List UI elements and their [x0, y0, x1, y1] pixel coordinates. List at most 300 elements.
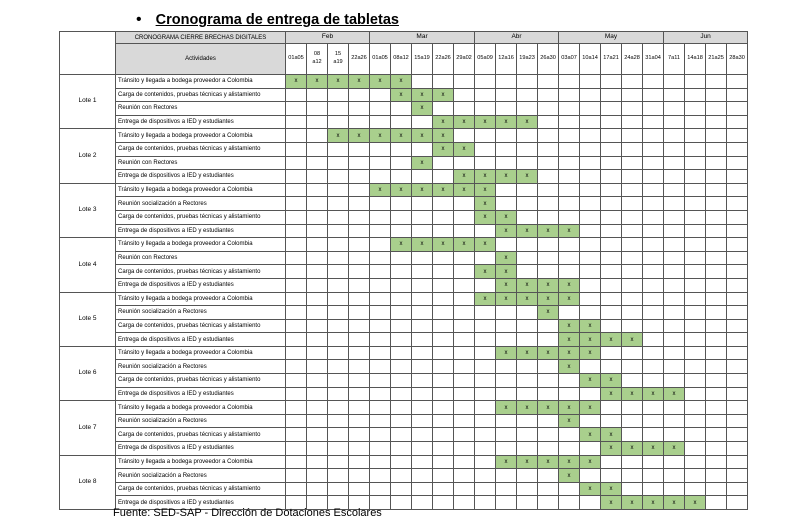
schedule-cell — [391, 374, 412, 388]
schedule-mark: x — [433, 129, 454, 143]
week-label: 01a05 — [372, 55, 388, 62]
schedule-mark: x — [496, 210, 517, 224]
schedule-cell — [517, 102, 538, 116]
table-row — [60, 197, 748, 211]
schedule-cell — [391, 428, 412, 442]
schedule-cell — [349, 360, 370, 374]
schedule-cell — [286, 210, 307, 224]
week-label: 31a04 — [645, 55, 661, 62]
schedule-cell — [475, 346, 496, 360]
table-row — [60, 115, 748, 129]
schedule-mark: x — [580, 374, 601, 388]
month-header: Feb — [286, 32, 370, 44]
schedule-cell — [559, 170, 580, 184]
schedule-cell — [496, 102, 517, 116]
schedule-cell — [727, 197, 748, 211]
schedule-cell — [454, 319, 475, 333]
schedule-cell — [433, 319, 454, 333]
week-label: 10a14 — [582, 55, 598, 62]
schedule-mark: x — [538, 306, 559, 320]
schedule-mark: x — [454, 142, 475, 156]
schedule-cell — [349, 319, 370, 333]
schedule-cell — [685, 170, 706, 184]
schedule-mark: x — [496, 170, 517, 184]
schedule-mark: x — [517, 455, 538, 469]
schedule-table — [59, 31, 748, 510]
schedule-cell — [328, 428, 349, 442]
schedule-cell — [601, 238, 622, 252]
schedule-mark: x — [328, 75, 349, 89]
schedule-mark: x — [475, 265, 496, 279]
schedule-cell — [685, 183, 706, 197]
schedule-cell — [622, 482, 643, 496]
schedule-cell — [307, 115, 328, 129]
schedule-cell — [286, 482, 307, 496]
schedule-cell — [559, 387, 580, 401]
schedule-cell — [307, 401, 328, 415]
schedule-cell — [538, 183, 559, 197]
table-row — [60, 210, 748, 224]
schedule-cell — [475, 414, 496, 428]
schedule-cell — [391, 278, 412, 292]
schedule-cell — [706, 469, 727, 483]
week-header — [517, 44, 538, 75]
table-row — [60, 170, 748, 184]
schedule-cell — [433, 197, 454, 211]
schedule-cell — [412, 170, 433, 184]
schedule-cell — [538, 251, 559, 265]
schedule-cell — [454, 210, 475, 224]
schedule-cell — [601, 75, 622, 89]
table-row — [60, 482, 748, 496]
week-header — [286, 44, 307, 75]
schedule-mark: x — [538, 455, 559, 469]
schedule-cell — [622, 278, 643, 292]
schedule-cell — [664, 75, 685, 89]
activity-label: Entrega de dispositivos a IED y estudiantes — [116, 333, 286, 347]
schedule-cell — [349, 183, 370, 197]
schedule-mark: x — [517, 292, 538, 306]
schedule-cell — [328, 142, 349, 156]
table-row — [60, 102, 748, 116]
schedule-cell — [727, 238, 748, 252]
schedule-mark: x — [496, 251, 517, 265]
schedule-cell — [580, 442, 601, 456]
schedule-cell — [412, 482, 433, 496]
month-header: Mar — [370, 32, 475, 44]
table-row — [60, 414, 748, 428]
schedule-cell — [517, 306, 538, 320]
schedule-cell — [706, 428, 727, 442]
schedule-cell — [706, 251, 727, 265]
week-label: 19a23 — [519, 55, 535, 62]
schedule-cell — [643, 197, 664, 211]
lote-label: Lote 7 — [60, 401, 116, 455]
schedule-cell — [391, 210, 412, 224]
schedule-cell — [601, 401, 622, 415]
schedule-cell — [349, 414, 370, 428]
schedule-cell — [286, 428, 307, 442]
schedule-cell — [622, 360, 643, 374]
schedule-cell — [349, 265, 370, 279]
schedule-cell — [286, 442, 307, 456]
schedule-cell — [370, 346, 391, 360]
schedule-cell — [328, 265, 349, 279]
schedule-cell — [517, 469, 538, 483]
schedule-cell — [370, 170, 391, 184]
schedule-cell — [538, 197, 559, 211]
week-label: 26a30 — [540, 55, 556, 62]
schedule-cell — [538, 102, 559, 116]
schedule-cell — [307, 156, 328, 170]
schedule-mark: x — [433, 88, 454, 102]
week-header — [559, 44, 580, 75]
schedule-cell — [370, 278, 391, 292]
schedule-cell — [664, 278, 685, 292]
schedule-cell — [685, 442, 706, 456]
schedule-cell — [538, 496, 559, 510]
schedule-cell — [370, 360, 391, 374]
week-label: 14a18 — [687, 55, 703, 62]
schedule-cell — [727, 496, 748, 510]
schedule-cell — [643, 428, 664, 442]
schedule-mark: x — [433, 115, 454, 129]
schedule-cell — [706, 442, 727, 456]
schedule-cell — [454, 265, 475, 279]
schedule-cell — [622, 428, 643, 442]
schedule-cell — [307, 265, 328, 279]
schedule-cell — [727, 142, 748, 156]
schedule-cell — [412, 496, 433, 510]
week-header — [370, 44, 391, 75]
schedule-cell — [538, 265, 559, 279]
schedule-cell — [559, 75, 580, 89]
schedule-cell — [454, 346, 475, 360]
schedule-cell — [685, 360, 706, 374]
week-header — [727, 44, 748, 75]
schedule-cell — [412, 346, 433, 360]
schedule-mark: x — [454, 238, 475, 252]
week-label: 21a25 — [708, 55, 724, 62]
schedule-cell — [685, 75, 706, 89]
schedule-cell — [664, 306, 685, 320]
schedule-cell — [622, 238, 643, 252]
schedule-cell — [643, 156, 664, 170]
schedule-cell — [349, 401, 370, 415]
schedule-cell — [370, 251, 391, 265]
schedule-cell — [601, 455, 622, 469]
schedule-cell — [454, 197, 475, 211]
schedule-cell — [622, 129, 643, 143]
schedule-cell — [643, 319, 664, 333]
schedule-cell — [349, 170, 370, 184]
schedule-cell — [622, 183, 643, 197]
schedule-cell — [349, 251, 370, 265]
schedule-cell — [622, 306, 643, 320]
activity-label: Tránsito y llegada a bodega proveedor a Colombia — [116, 238, 286, 252]
schedule-cell — [601, 210, 622, 224]
activity-label: Reunión socialización a Rectores — [116, 306, 286, 320]
schedule-cell — [286, 360, 307, 374]
schedule-cell — [328, 482, 349, 496]
week-header — [706, 44, 727, 75]
schedule-cell — [454, 482, 475, 496]
schedule-cell — [328, 292, 349, 306]
schedule-cell — [727, 346, 748, 360]
schedule-mark: x — [559, 278, 580, 292]
schedule-mark: x — [286, 75, 307, 89]
week-header — [412, 44, 433, 75]
schedule-cell — [328, 387, 349, 401]
schedule-cell — [685, 197, 706, 211]
schedule-cell — [643, 374, 664, 388]
table-row — [60, 387, 748, 401]
schedule-cell — [496, 442, 517, 456]
schedule-cell — [685, 469, 706, 483]
schedule-mark: x — [580, 482, 601, 496]
schedule-cell — [601, 115, 622, 129]
schedule-mark: x — [517, 278, 538, 292]
schedule-cell — [580, 75, 601, 89]
schedule-cell — [517, 333, 538, 347]
schedule-mark: x — [580, 401, 601, 415]
schedule-cell — [475, 374, 496, 388]
schedule-mark: x — [496, 115, 517, 129]
schedule-cell — [412, 319, 433, 333]
schedule-cell — [454, 333, 475, 347]
schedule-cell — [601, 142, 622, 156]
week-label: 01a05 — [288, 55, 304, 62]
schedule-cell — [517, 129, 538, 143]
schedule-cell — [559, 156, 580, 170]
schedule-cell — [706, 414, 727, 428]
schedule-cell — [601, 183, 622, 197]
schedule-cell — [328, 183, 349, 197]
schedule-cell — [580, 238, 601, 252]
schedule-cell — [517, 482, 538, 496]
schedule-cell — [307, 374, 328, 388]
schedule-cell — [370, 197, 391, 211]
schedule-cell — [517, 319, 538, 333]
schedule-mark: x — [664, 387, 685, 401]
schedule-cell — [370, 482, 391, 496]
schedule-cell — [643, 455, 664, 469]
activity-label: Tránsito y llegada a bodega proveedor a Colombia — [116, 75, 286, 89]
schedule-cell — [286, 374, 307, 388]
table-row — [60, 469, 748, 483]
schedule-cell — [307, 183, 328, 197]
table-row — [60, 265, 748, 279]
schedule-cell — [664, 115, 685, 129]
schedule-cell — [580, 292, 601, 306]
schedule-cell — [412, 387, 433, 401]
week-header — [685, 44, 706, 75]
schedule-cell — [685, 156, 706, 170]
activity-label: Carga de contenidos, pruebas técnicas y alistamiento — [116, 142, 286, 156]
schedule-cell — [475, 333, 496, 347]
schedule-cell — [496, 197, 517, 211]
schedule-cell — [727, 333, 748, 347]
schedule-cell — [433, 442, 454, 456]
schedule-cell — [433, 387, 454, 401]
schedule-cell — [391, 306, 412, 320]
schedule-cell — [706, 360, 727, 374]
schedule-mark: x — [559, 401, 580, 415]
schedule-cell — [538, 238, 559, 252]
schedule-cell — [391, 469, 412, 483]
schedule-cell — [622, 414, 643, 428]
schedule-cell — [517, 156, 538, 170]
activity-label: Tránsito y llegada a bodega proveedor a Colombia — [116, 401, 286, 415]
schedule-cell — [706, 387, 727, 401]
schedule-cell — [664, 238, 685, 252]
schedule-cell — [349, 224, 370, 238]
schedule-cell — [685, 278, 706, 292]
week-label: 17a21 — [603, 55, 619, 62]
week-header — [601, 44, 622, 75]
schedule-cell — [391, 292, 412, 306]
schedule-cell — [286, 278, 307, 292]
schedule-cell — [622, 251, 643, 265]
schedule-cell — [664, 482, 685, 496]
schedule-cell — [370, 414, 391, 428]
schedule-cell — [307, 170, 328, 184]
schedule-cell — [328, 102, 349, 116]
schedule-cell — [454, 455, 475, 469]
table-row — [60, 224, 748, 238]
schedule-cell — [706, 183, 727, 197]
schedule-cell — [475, 428, 496, 442]
schedule-mark: x — [559, 414, 580, 428]
schedule-mark: x — [643, 387, 664, 401]
schedule-cell — [580, 156, 601, 170]
schedule-cell — [391, 401, 412, 415]
schedule-cell — [727, 251, 748, 265]
schedule-cell — [517, 197, 538, 211]
schedule-cell — [622, 224, 643, 238]
schedule-cell — [433, 210, 454, 224]
schedule-cell — [664, 88, 685, 102]
corner-cell — [60, 32, 116, 75]
schedule-cell — [328, 455, 349, 469]
schedule-mark: x — [496, 292, 517, 306]
schedule-cell — [433, 306, 454, 320]
schedule-cell — [559, 183, 580, 197]
schedule-cell — [706, 197, 727, 211]
activity-label: Tránsito y llegada a bodega proveedor a Colombia — [116, 183, 286, 197]
schedule-cell — [559, 265, 580, 279]
schedule-cell — [538, 387, 559, 401]
week-label: 22a26 — [435, 55, 451, 62]
schedule-cell — [706, 496, 727, 510]
schedule-cell — [664, 129, 685, 143]
schedule-cell — [664, 401, 685, 415]
schedule-cell — [643, 75, 664, 89]
table-row — [60, 238, 748, 252]
week-label: 08 a12 — [312, 51, 322, 65]
schedule-cell — [685, 346, 706, 360]
schedule-cell — [286, 265, 307, 279]
table-row — [60, 455, 748, 469]
schedule-mark: x — [601, 333, 622, 347]
schedule-cell — [727, 129, 748, 143]
schedule-cell — [706, 102, 727, 116]
schedule-cell — [475, 129, 496, 143]
schedule-cell — [328, 115, 349, 129]
week-label: 12a16 — [498, 55, 514, 62]
schedule-cell — [391, 102, 412, 116]
week-label: 15 a19 — [333, 51, 343, 65]
schedule-cell — [517, 142, 538, 156]
schedule-cell — [517, 265, 538, 279]
schedule-cell — [664, 197, 685, 211]
schedule-cell — [643, 170, 664, 184]
schedule-cell — [496, 88, 517, 102]
schedule-cell — [538, 469, 559, 483]
schedule-mark: x — [307, 75, 328, 89]
schedule-cell — [727, 183, 748, 197]
schedule-cell — [580, 360, 601, 374]
table-row — [60, 360, 748, 374]
schedule-cell — [475, 496, 496, 510]
schedule-cell — [475, 306, 496, 320]
schedule-cell — [622, 156, 643, 170]
schedule-cell — [433, 170, 454, 184]
schedule-cell — [706, 482, 727, 496]
schedule-mark: x — [433, 142, 454, 156]
schedule-cell — [706, 319, 727, 333]
schedule-cell — [307, 360, 328, 374]
schedule-cell — [559, 306, 580, 320]
schedule-cell — [580, 142, 601, 156]
schedule-cell — [685, 306, 706, 320]
schedule-cell — [664, 224, 685, 238]
schedule-cell — [286, 129, 307, 143]
schedule-cell — [328, 278, 349, 292]
week-label: 05a09 — [477, 55, 493, 62]
schedule-cell — [643, 346, 664, 360]
schedule-cell — [517, 251, 538, 265]
schedule-cell — [727, 401, 748, 415]
schedule-mark: x — [475, 183, 496, 197]
schedule-cell — [286, 197, 307, 211]
schedule-cell — [727, 88, 748, 102]
schedule-mark: x — [412, 102, 433, 116]
schedule-mark: x — [517, 401, 538, 415]
schedule-cell — [559, 442, 580, 456]
table-row — [60, 142, 748, 156]
schedule-cell — [664, 414, 685, 428]
schedule-cell — [433, 414, 454, 428]
schedule-cell — [370, 469, 391, 483]
schedule-cell — [496, 306, 517, 320]
schedule-cell — [538, 428, 559, 442]
schedule-mark: x — [559, 292, 580, 306]
schedule-cell — [412, 115, 433, 129]
schedule-cell — [643, 414, 664, 428]
schedule-mark: x — [517, 224, 538, 238]
activity-label: Carga de contenidos, pruebas técnicas y alistamiento — [116, 88, 286, 102]
schedule-cell — [622, 102, 643, 116]
schedule-cell — [286, 156, 307, 170]
schedule-cell — [706, 455, 727, 469]
schedule-mark: x — [412, 129, 433, 143]
schedule-cell — [538, 170, 559, 184]
schedule-cell — [475, 360, 496, 374]
schedule-cell — [433, 482, 454, 496]
schedule-cell — [685, 319, 706, 333]
schedule-cell — [412, 442, 433, 456]
